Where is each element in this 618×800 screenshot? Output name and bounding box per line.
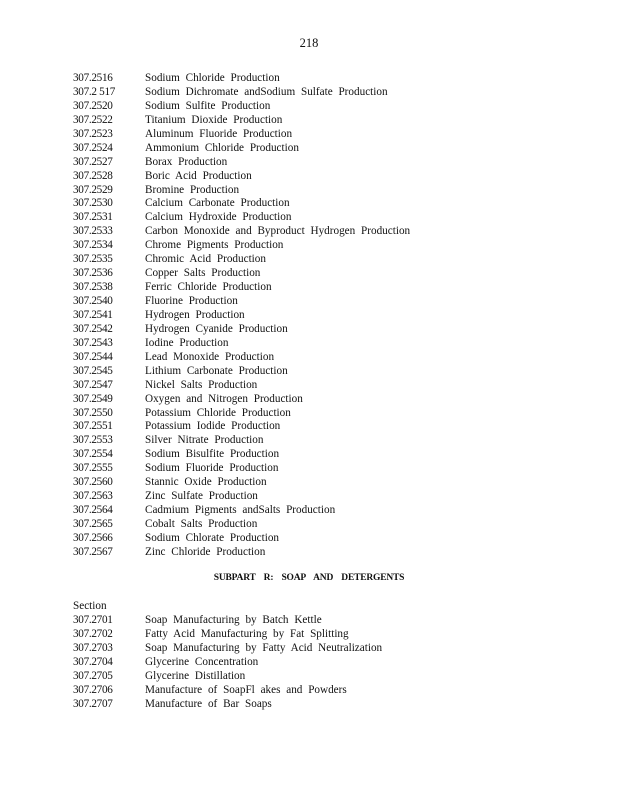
section-title: Ferric Chloride Production [145,281,272,294]
section-code: 307.2530 [73,197,113,210]
list-item [73,323,410,337]
section-code: 307.2706 [73,683,113,696]
section-title: Bromine Production [145,183,240,196]
section-code: 307.2534 [73,239,113,252]
section-code: 307.2565 [73,518,113,530]
section-list-subpart-q [73,72,410,560]
section-title: Fluorine Production [145,295,238,307]
section-title: Stannic Oxide Production [145,476,267,489]
section-code: 307.2524 [73,141,113,154]
section-code: 307.2547 [73,378,113,391]
section-title: Fatty Acid Manufacturing by Fat Splitting [145,627,349,640]
section-title: Carbon Monoxide and Byproduct Hydrogen Production [145,225,411,238]
section-code: 307.2554 [73,448,113,461]
list-item [73,100,410,114]
section-code: 307.2536 [73,267,113,280]
list-item [73,490,410,504]
list-item [73,86,410,100]
list-item [73,184,410,198]
section-title: Lithium Carbonate Production [145,364,288,377]
list-item [73,379,410,393]
section-title: Soap Manufacturing by Fatty Acid Neutralization [145,641,383,654]
section-code: 307.2555 [73,462,113,475]
section-title: Calcium Hydroxide Production [145,211,292,224]
list-item [73,684,382,698]
list-item [73,225,410,239]
section-code: 307.2522 [73,113,113,126]
section-title: Aluminum Fluoride Production [145,127,293,140]
section-code: 307.2520 [73,99,113,112]
section-title: Nickel Salts Production [145,378,258,391]
section-label: Section [73,600,107,612]
section-code: 307.2545 [73,364,113,377]
section-code: 307.2702 [73,627,113,640]
section-code: 307.2566 [73,531,113,544]
section-code: 307.2550 [73,406,113,419]
section-title: Iodine Production [145,336,229,349]
section-title: Glycerine Distillation [145,669,246,682]
list-item [73,337,410,351]
section-code: 307.2549 [73,392,113,405]
list-item [73,128,410,142]
section-code: 307.2564 [73,504,113,517]
section-code: 307.2527 [73,155,113,168]
list-item [73,365,410,379]
section-code: 307.2543 [73,336,113,349]
list-item [73,267,410,281]
section-code: 307.2544 [73,350,113,363]
section-title: Sodium Dichromate andSodium Sulfate Production [145,85,388,98]
section-code: 307.2542 [73,322,113,335]
section-code: 307.2538 [73,281,113,294]
section-title: Chromic Acid Production [145,253,266,266]
list-item [73,197,410,211]
section-title: Silver Nitrate Production [145,434,264,447]
section-code: 307.2704 [73,655,113,668]
section-code: 307.2540 [73,295,113,307]
section-title: Soap Manufacturing by Batch Kettle [145,614,322,626]
list-item [73,656,382,670]
section-title: Manufacture of Bar Soaps [145,697,272,710]
list-item [73,532,410,546]
list-item [73,614,382,628]
section-list-subpart-r [73,614,382,712]
list-item [73,546,410,560]
section-title: Zinc Sulfate Production [145,490,258,503]
list-item [73,156,410,170]
list-item [73,211,410,225]
list-item [73,309,410,323]
section-title: Glycerine Concentration [145,655,259,668]
section-code: 307.2533 [73,225,113,238]
section-title: Hydrogen Cyanide Production [145,322,288,335]
section-code: 307.2535 [73,253,113,266]
list-item [73,518,410,532]
section-title: Sodium Chlorate Production [145,531,280,544]
list-item [73,142,410,156]
page-number: 218 [299,36,319,50]
section-code: 307.2560 [73,476,113,489]
section-code: 307.2701 [73,614,113,626]
section-code: 307.2528 [73,169,113,182]
section-code: 307.2516 [73,72,113,84]
section-title: Potassium Chloride Production [145,406,291,419]
list-item [73,170,410,184]
section-title: Lead Monoxide Production [145,350,275,363]
list-item [73,281,410,295]
section-title: Titanium Dioxide Production [145,113,283,126]
section-code: 307.2563 [73,490,113,503]
section-code: 307.2705 [73,669,113,682]
list-item [73,393,410,407]
list-item [73,239,410,253]
section-title: Zinc Chloride Production [145,545,266,558]
list-item [73,628,382,642]
section-code: 307.2703 [73,641,113,654]
list-item [73,448,410,462]
section-title: Chrome Pigments Production [145,239,284,252]
list-item [73,114,410,128]
section-title: Boric Acid Production [145,169,252,182]
section-code: 307.2567 [73,545,113,558]
section-title: Potassium Iodide Production [145,420,281,433]
section-title: Ammonium Chloride Production [145,141,299,154]
list-item [73,504,410,518]
subpart-heading: SUBPART R: SOAP AND DETERGENTS [213,573,405,583]
section-title: Sodium Chloride Production [145,72,280,84]
section-title: Copper Salts Production [145,267,261,280]
list-item [73,407,410,421]
section-code: 307.2523 [73,127,113,140]
section-code: 307.2551 [73,420,113,433]
list-item [73,295,410,309]
list-item [73,462,410,476]
section-code: 307.2553 [73,434,113,447]
section-title: Sodium Bisulfite Production [145,448,280,461]
section-title: Cadmium Pigments andSalts Production [145,504,336,517]
section-title: Hydrogen Production [145,308,245,321]
list-item [73,670,382,684]
section-title: Sodium Fluoride Production [145,462,279,475]
section-code: 307.2541 [73,308,113,321]
section-title: Oxygen and Nitrogen Production [145,392,303,405]
section-code: 307.2529 [73,183,113,196]
section-code: 307.2 517 [73,85,116,98]
section-title: Sodium Sulfite Production [145,99,271,112]
section-title: Calcium Carbonate Production [145,197,290,210]
list-item [73,351,410,365]
list-item [73,434,410,448]
section-code: 307.2531 [73,211,113,224]
list-item [73,420,410,434]
section-title: Borax Production [145,155,228,168]
section-code: 307.2707 [73,697,113,710]
list-item [73,72,410,86]
list-item [73,642,382,656]
section-title: Manufacture of SoapFl akes and Powders [145,683,347,696]
list-item [73,253,410,267]
list-item [73,476,410,490]
list-item [73,698,382,712]
section-title: Cobalt Salts Production [145,518,258,530]
